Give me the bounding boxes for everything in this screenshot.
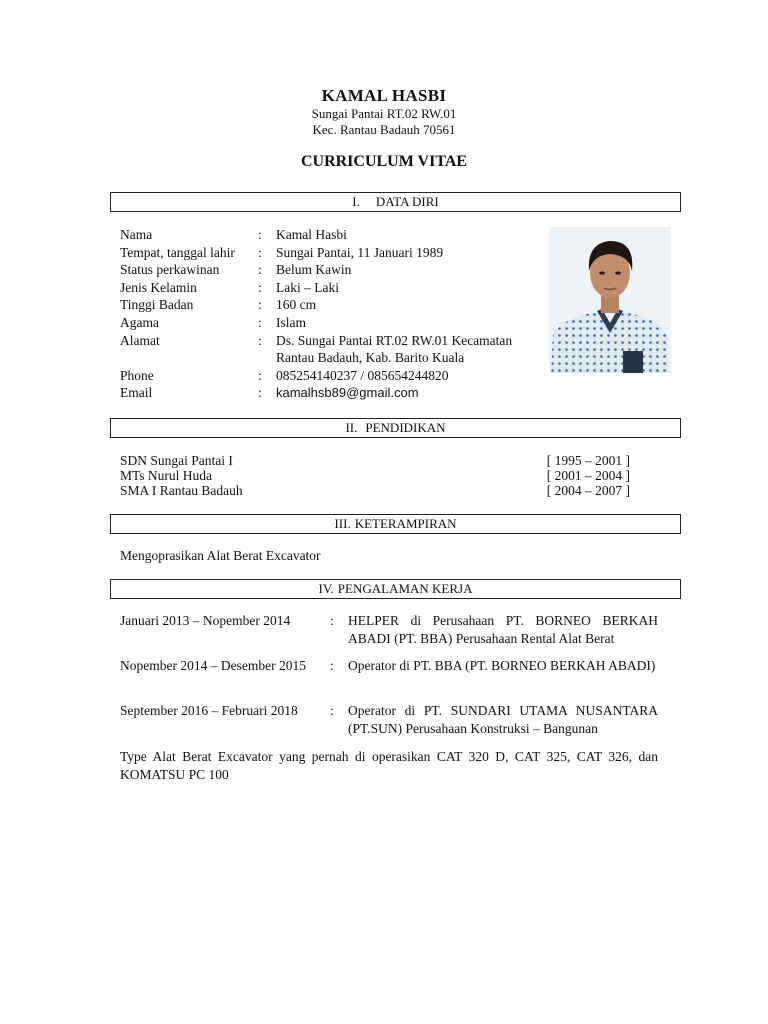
job-period: Januari 2013 – Nopember 2014 (120, 613, 291, 628)
field-nama (120, 226, 538, 244)
field-label: Status perkawinan (120, 262, 220, 278)
field-separator: : (258, 385, 262, 401)
experience-item (120, 702, 658, 738)
field-value: 085254140237 / 085654244820 (276, 367, 449, 383)
section-number: III. (334, 516, 351, 531)
experience-item (120, 657, 658, 675)
school-years: [ 2001 – 2004 ] (546, 468, 630, 483)
education-item (120, 468, 630, 483)
skill-text: Mengoprasikan Alat Berat Excavator (120, 548, 321, 563)
field-value: 160 cm (276, 297, 317, 313)
job-description: Operator di PT. SUNDARI UTAMA NUSANTARA (PT.SUN) Perusahaan Konstruksi – Bangunan (348, 703, 658, 736)
job-description: Operator di PT. BBA (PT. BORNEO BERKAH ABADI) (348, 658, 656, 673)
field-religion (120, 314, 538, 332)
field-phone (120, 367, 538, 385)
field-height (120, 296, 538, 314)
address-value-line-2: Rantau Badauh, Kab. Barito Kuala (276, 350, 465, 366)
email-link[interactable]: kamalhsb89@gmail.com (276, 385, 419, 401)
section-title: DATA DIRI (375, 194, 439, 209)
address-line-1: Sungai Pantai RT.02 RW.01 (311, 106, 457, 121)
field-value: Kamal Hasbi (276, 227, 347, 242)
job-period: September 2016 – Februari 2018 (120, 703, 298, 718)
field-label: Tempat, tanggal lahir (120, 244, 235, 260)
section-title: KETERAMPIRAN (354, 516, 457, 531)
field-separator: : (258, 315, 262, 330)
job-period: Nopember 2014 – Desember 2015 (120, 658, 306, 673)
job-separator: : (330, 658, 334, 673)
field-separator: : (258, 244, 262, 260)
school-name: MTs Nurul Huda (120, 468, 213, 483)
field-separator: : (258, 332, 262, 348)
school-years: [ 2004 – 2007 ] (546, 483, 630, 498)
school-name: SDN Sungai Pantai I (120, 453, 233, 468)
field-label: Tinggi Badan (120, 297, 194, 313)
section-pengalaman (110, 579, 681, 599)
experience-item (120, 612, 658, 648)
education-item (120, 453, 630, 468)
cv-header (0, 86, 768, 138)
field-label: Jenis Kelamin (120, 279, 197, 295)
field-value: Belum Kawin (276, 262, 352, 278)
field-label: Alamat (120, 332, 160, 348)
field-separator: : (258, 367, 262, 383)
job-separator: : (330, 703, 334, 718)
equipment-note: Type Alat Berat Excavator yang pernah di operasikan CAT 320 D, CAT 325, CAT 326, dan KOMATSU PC 100 (120, 749, 658, 782)
school-years: [ 1995 – 2001 ] (546, 453, 630, 468)
address-line-2: Kec. Rantau Badauh 70561 (312, 122, 456, 137)
field-address (120, 332, 538, 367)
document-title: CURRICULUM VITAE (300, 153, 468, 170)
applicant-name: KAMAL HASBI (321, 86, 447, 105)
field-label: Email (120, 385, 153, 401)
job-description: HELPER di Perusahaan PT. BORNEO BERKAH ABADI (PT. BBA) Perusahaan Rental Alat Berat (348, 613, 658, 646)
field-email (120, 384, 538, 402)
field-value (276, 332, 538, 367)
field-separator: : (258, 279, 262, 295)
section-number: IV. (318, 581, 334, 596)
section-title: PENGALAMAN KERJA (337, 581, 473, 596)
field-value: Laki – Laki (276, 279, 339, 295)
field-ttl (120, 244, 538, 262)
field-label: Agama (120, 315, 159, 330)
field-value: Sungai Pantai, 11 Januari 1989 (276, 244, 444, 260)
section-keterampilan (110, 514, 681, 534)
field-separator: : (258, 297, 262, 313)
job-separator: : (330, 613, 334, 628)
field-status (120, 261, 538, 279)
field-separator: : (258, 227, 262, 242)
section-data-diri (110, 192, 681, 212)
field-gender (120, 279, 538, 297)
school-name: SMA I Rantau Badauh (120, 483, 243, 498)
field-label: Nama (120, 227, 153, 242)
section-number: I. (352, 194, 360, 209)
section-title: PENDIDIKAN (365, 420, 446, 435)
field-value: Islam (276, 315, 306, 330)
section-number: II. (345, 420, 358, 435)
field-label: Phone (120, 367, 154, 383)
profile-photo (549, 227, 671, 373)
address-value-line-1: Ds. Sungai Pantai RT.02 RW.01 Kecamatan (276, 332, 513, 348)
education-item (120, 483, 630, 498)
field-separator: : (258, 262, 262, 278)
section-pendidikan (110, 418, 681, 438)
